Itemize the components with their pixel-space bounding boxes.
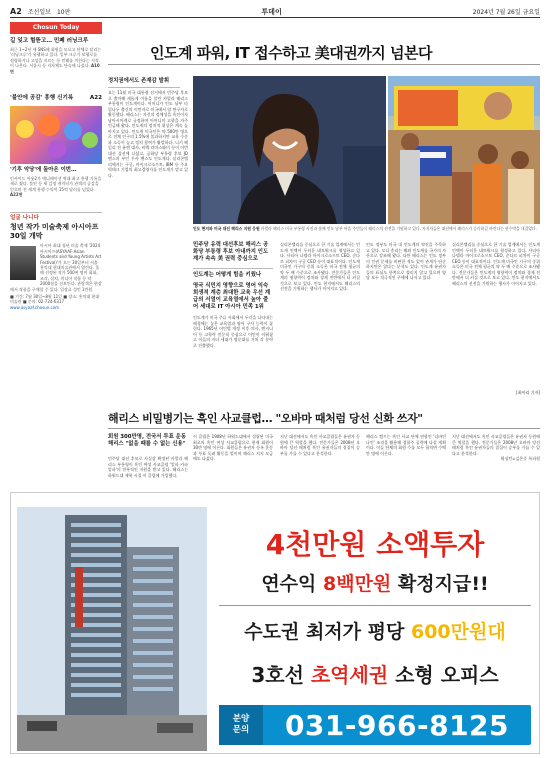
second-col-4: 해리스 캠프는 흑인 사교 단체 연합인 '디바인 나인' 조직을 활용해 경합주 공략에 나설 계획이다. 이들 단체의 회원 수를 모두 합치면 수백만 명에 이른다.: [366, 434, 446, 456]
page-number: A2: [10, 7, 22, 16]
article-col-3: 실리콘밸리를 중심으로 한 기술 업계에서는 인도계 인맥이 두터운 네트워크를 형성하고 있다. 사티아 나델라 마이크로소프트 CEO, 순다르 피차이 구글 CEO 등이 대표적이다. 인도계 미국인 가구의 중위 소득은 미국 전체 평균의 약 두 배 수준으로 조사됐다. 전문가들은 인도계의 영향력이 정치와 경제 전반에서 더 커질 것으로 보고 있다. 인도 현지에서도 해리스의 선전을 기원하는 행사가 이어지고 있다.: [280, 242, 360, 291]
photo-caption: 인도 현지와 미국 대선 해리스 지원 응원 카멀라 해리스 미국 부통령 사진과 함께 인도 남부 마을 주민들이 해리스의 선전을 기원하고 있다. 지지자들은 대선에서 해리스가 승리하길 바란다는 현수막을 내걸었다.: [193, 226, 537, 231]
second-col-5: 지난 대선에서도 흑인 사교클럽들은 유권자 동원에 큰 역할을 했다. 전문가들은 2008년 오바마 당선 때처럼 흑인 유권자들의 결집이 승부를 가를 수 있다고 분석한다. 워싱턴=김은중 특파원: [452, 434, 540, 461]
second-byline: 워싱턴=김은중 특파원: [500, 456, 540, 461]
second-subhead: 회원 300만명, 전국서 투표 운동 해리스 "없을 때를 수 없는 신용": [108, 434, 187, 447]
byline: [최아리 기자]: [516, 390, 540, 395]
sub-section-label: 얼굴 나니다: [10, 212, 102, 221]
india-supporters-photo: [388, 76, 540, 224]
harris-photo: [193, 76, 386, 224]
article-col-2: [193, 242, 273, 375]
article-col-4: 인도 정부도 미국 내 인도계의 약진을 주목하고 있다. 모디 총리는 해외 인도계를 국가의 자산으로 강조해 왔다. 다만 해리스는 인도 정부의 인권 문제를 비판한 적도 있어 관계가 단순하지만은 않다는 분석도 있다. 인도계 유권자들의 표심도 한쪽으로 쏠리지 않고 있으며 양당 모두 적극적인 구애에 나서고 있다.: [366, 242, 446, 280]
left-item4-headline[interactable]: 청년 작가 미술축제 아시아프 30일 개막: [10, 223, 99, 241]
edition: 10판: [56, 9, 71, 16]
left-item1-headline[interactable]: 길 잊고 헐뜯고… 민폐 러닝크루: [10, 38, 89, 44]
artwork-image: [10, 246, 36, 280]
inside-out-image: [10, 106, 102, 164]
issue-date: 2024년 7월 26일 금요일: [472, 9, 540, 16]
second-col-3: 지난 대선에서도 흑인 사교클럽들은 유권자 동원에 큰 역할을 했다. 전문가들은 2008년 오바마 당선 때처럼 흑인 유권자들의 결집이 승부를 가를 수 있다고 분석한다.: [280, 434, 360, 456]
second-col-2: 이 클럽은 1908년 하워드대에서 설립된 미국 최초의 흑인 여성 사교클럽으로 현재 회원이 30만 명에 이른다. 회원들은 유권자 등록 운동과 투표 독려 활동을 벌이며 해리스 지지 모금에도 나섰다.: [193, 434, 273, 461]
second-headline: 해리스 비밀병기는 흑인 사교클럽… "오바마 때처럼 당선 신화 쓰자": [108, 412, 423, 425]
left-item3-caption: '기후 악당'에 돌아온 이번…: [10, 167, 77, 173]
left-item3-text: 인사이드 아웃2가 애니메이션 역대 최고 흥행 기록을 새로 썼다. 불안 등 새 감정 캐릭터가 관객의 공감을 얻으며 전 세계 흥행 수익이 15억 달러를 넘었다. A22면: [10, 176, 102, 198]
left-item4-text: 아시아 최대 청년 미술 축제 '2024 아시아프(ASYAAF·Asian Students and Young Artists Art Festival)'가 오는 30일부터 서울 홍익대 현대미술관에서 열린다. 올해 선정된 작가 500여 명이 회화, 조각, 설치, 미디어 작품 등 약 2000점을 선보인다. 관람객은 현장에서 작품을 구매할 수 있다. 입장료 성인 1만원. ■ 기간: 7월 30일~8월 11일 ■ 장소: 홍익대 현대미술관 ■ 문의: 02-724-6317 www.asyaaf.chosun.com: [10, 243, 102, 310]
left-item2-headline[interactable]: '불안에 공감' 흥행 신기록 A22: [10, 95, 102, 101]
ad-line-4: 3호선 초역세권 소형 오피스: [251, 663, 499, 687]
section-name: 투데이: [261, 7, 282, 16]
advertisement[interactable]: [10, 492, 540, 754]
main-subhead: 정치권에서도 존재감 발휘: [108, 76, 180, 88]
ad-line-1: 4천만원 소액투자: [265, 528, 485, 561]
chosun-today-title: Chosun Today: [10, 22, 102, 34]
ad-line-2: 연수익 8백만원 확정지급!!: [261, 573, 489, 595]
divider: [108, 428, 540, 429]
second-col-1: 민주당 대선 후보로 사실상 확정된 카멀라 해리스 부통령이 흑인 여성 사교클럽 '알파 카파 알파'의 전폭적인 지원을 받고 있다. 해리스는 하워드대 재학 시절 이 클럽에 가입했다.: [108, 456, 188, 478]
asyaaf-link[interactable]: www.asyaaf.chosun.com: [10, 304, 60, 310]
col2-subhead-2: 인도계는 어떻게 힘을 키웠나: [193, 268, 273, 279]
article-col-5: 실리콘밸리를 중심으로 한 기술 업계에서는 인도계 인맥이 두터운 네트워크를 형성하고 있다. 사티아 나델라 마이크로소프트 CEO, 순다르 피차이 구글 CEO 등이 대표적이다. 인도계 미국인 가구의 중위 소득은 미국 전체 평균의 약 두 배 수준으로 조사됐다. 전문가들은 인도계의 영향력이 정치와 경제 전반에서 더 커질 것으로 보고 있다. 인도 현지에서도 해리스의 선전을 기원하는 행사가 이어지고 있다. [최아리 기자]: [452, 242, 540, 395]
ad-phone-label: 분양 문의: [219, 705, 263, 745]
paper-name: 조선일보: [27, 9, 51, 16]
col2-subhead-1: 민주당 유력 대선후보 해리스 공화당 부통령 후보 아내까지 인도계가 속속 美 권력 중심으로: [193, 242, 269, 262]
left-column: [10, 22, 102, 487]
ad-line-3: 수도권 최저가 평당 600만원대: [244, 621, 506, 643]
col2-subhead-3: 영국 식민지 영향으로 영어 익숙 희생적 계층 최대한 교육 우선 계급의 서열이 교육열에서 높아 줄어 세대로 IT 아시아 민족 1위: [193, 283, 271, 310]
ad-phone-number[interactable]: 031-966-8125: [284, 708, 510, 742]
left-item1-text: 최근 1~2년 새 SNS에 회원을 모으고 단체로 달리는 '러닝크루'가 유행하고 있다. 일부 크루가 보행로를 점령하거나 고성을 지르는 등 민폐를 끼친다는 지적이 나온다. 서울시 등 지자체도 단속에 나섰다. A10면: [10, 47, 102, 74]
page-header: [10, 6, 540, 18]
building-image: [17, 507, 207, 751]
divider: [108, 64, 540, 65]
col2-text: 인도계가 미국 주류 사회에서 두각을 나타내는 배경에는 높은 교육열과 영어 구사 능력이 꼽힌다. 1965년 이민법 개정 이후 의사, 엔지니어 등 고학력 전문직 중심으로 이민이 이뤄졌고 이들의 자녀 세대가 명문대를 거쳐 각 분야로 진출했다.: [193, 315, 273, 348]
ad-phone-box[interactable]: [219, 705, 531, 745]
ad-divider: [219, 605, 531, 606]
article-col-1: 요는 11월 미국 대통령 선거에서 민주당 후보로 출마해 새롭게 이름을 알린 카멀라 해리스 부통령이 인도계이다. 어머니가 인도 남부 타밀나두 출신의 이민자로 미국에서 암 연구자로 활동했다. 해리스는 자신의 정체성을 흑인이자 남아시아계로 규정하며 어머니의 고향을 자주 언급해 왔다. 인도계의 정치적 위상은 계속 높아지고 있다. 인도계 미국인은 약 500만 명으로 전체 인구의 1.5%에 불과하지만 교육 수준과 소득이 높고 정치 참여가 활발하다. 니키 헤일리 전 유엔 대사, 비벡 라마스와미 등이 이번 대선 경선에 나섰고, 공화당 부통령 후보 JD 밴스의 부인 우샤 밴스도 인도계다. 실리콘밸리에서는 구글, 마이크로소프트, IBM 등 주요 빅테크 기업의 최고경영자를 인도계가 맡고 있다.: [108, 90, 188, 178]
main-headline: 인도계 파워, IT 접수하고 美대권까지 넘본다: [150, 44, 432, 62]
